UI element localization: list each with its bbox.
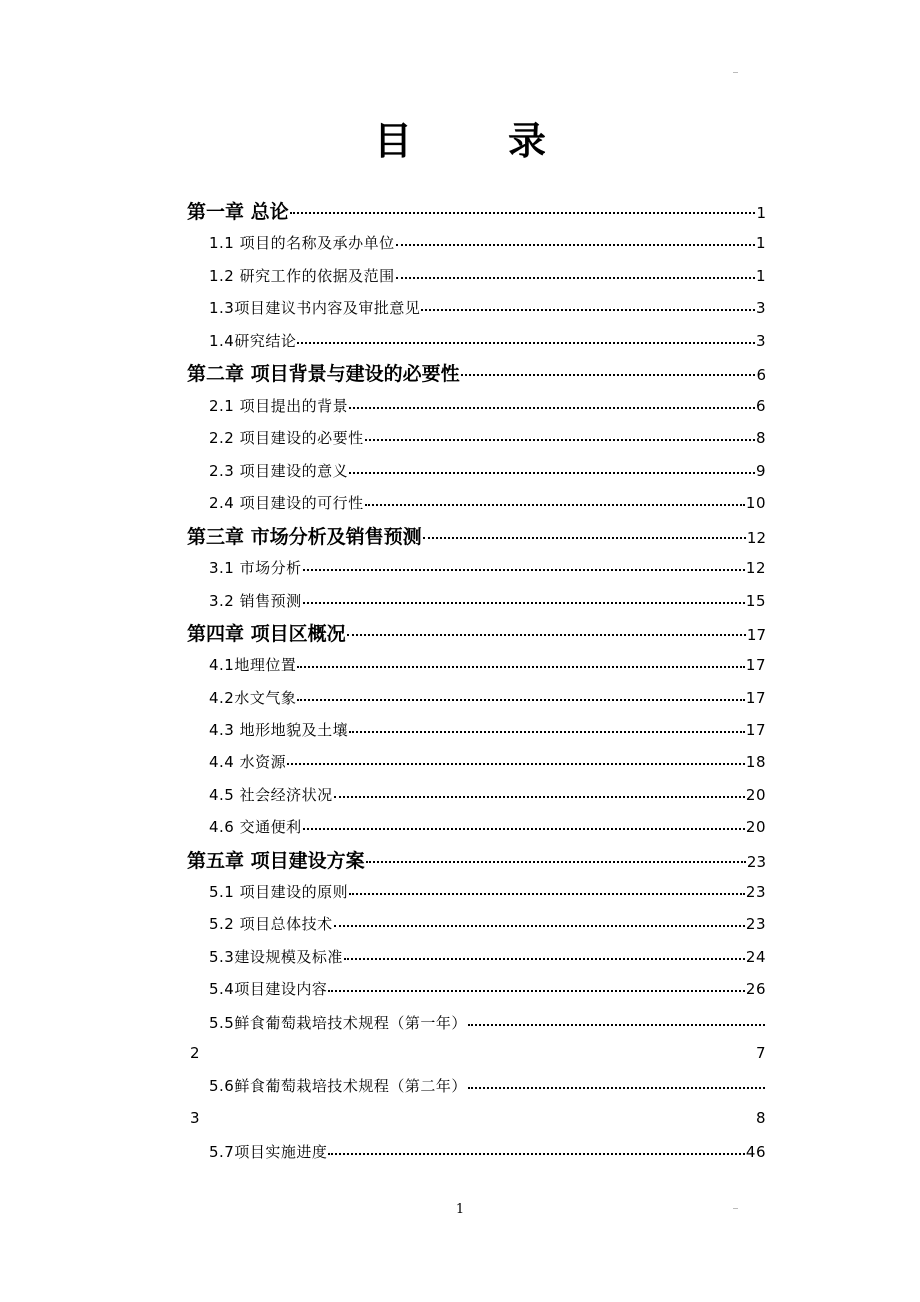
toc-section-5-7[interactable]: [209, 1141, 766, 1162]
toc-page-number: 20: [745, 818, 766, 836]
toc-section-1-2[interactable]: [209, 265, 766, 286]
toc-page-number: 12: [745, 559, 766, 577]
toc-label: 2.1 项目提出的背景: [209, 397, 349, 415]
dot-leader: [349, 893, 745, 895]
toc-label: 2.4 项目建设的可行性: [209, 494, 364, 512]
dot-leader: [468, 1087, 765, 1089]
toc-page-number: 23: [746, 853, 766, 871]
toc-page-number: 12: [746, 529, 766, 547]
toc-section-2-3[interactable]: [209, 460, 766, 481]
dot-leader: [297, 666, 745, 668]
dot-leader: [303, 828, 745, 830]
toc-label: 4.4 水资源: [209, 753, 287, 771]
toc-page-number: 17: [745, 721, 766, 739]
toc-label: 第三章 市场分析及销售预测: [187, 526, 422, 548]
toc-page-number: 6: [756, 366, 766, 384]
toc-section-3-1[interactable]: [209, 557, 766, 578]
dot-leader: [365, 439, 755, 441]
toc-label: 5.5鲜食葡萄栽培技术规程（第一年）: [209, 1014, 467, 1032]
toc-section-5-2[interactable]: [209, 913, 766, 934]
toc-page-number: 1: [755, 267, 766, 285]
toc-label: 5.6鲜食葡萄栽培技术规程（第二年）: [209, 1077, 467, 1095]
dot-leader: [396, 277, 755, 279]
toc-page-number: 9: [755, 462, 766, 480]
toc-page-number: 8: [755, 429, 766, 447]
toc-section-5-1[interactable]: [209, 881, 766, 902]
toc-page-number: 23: [745, 915, 766, 933]
toc-label: 2.3 项目建设的意义: [209, 462, 349, 480]
toc-label: 4.3 地形地貌及土壤: [209, 721, 349, 739]
toc-label: 5.7项目实施进度: [209, 1143, 328, 1161]
toc-label: 4.2水文气象: [209, 689, 297, 707]
corner-mark-bottom: [733, 1208, 738, 1209]
toc-page-number: 1: [756, 204, 766, 222]
toc-label: 3.2 销售预测: [209, 592, 302, 610]
toc-label: 5.4项目建设内容: [209, 980, 328, 998]
dot-leader: [349, 407, 755, 409]
toc-page-number: 10: [745, 494, 766, 512]
toc-page-number: 6: [755, 397, 766, 415]
dot-leader: [303, 602, 745, 604]
toc-page-number: 3: [755, 332, 766, 350]
toc-label: 第四章 项目区概况: [187, 623, 346, 645]
toc-section-1-3[interactable]: [209, 297, 766, 318]
dot-leader: [303, 569, 745, 571]
dot-leader: [468, 1024, 765, 1026]
toc-page-number: 17: [745, 656, 766, 674]
toc-label: 3.1 市场分析: [209, 559, 302, 577]
toc-section-1-4[interactable]: [209, 330, 766, 351]
dot-leader: [290, 212, 756, 214]
toc-label: 第一章 总论: [187, 201, 289, 223]
toc-chapter-2[interactable]: [187, 359, 766, 386]
toc-page-number: 20: [745, 786, 766, 804]
toc-section-5-6[interactable]: [209, 1075, 766, 1096]
corner-mark-top: [733, 72, 738, 73]
toc-section-2-2[interactable]: [209, 427, 766, 448]
dot-leader: [423, 537, 746, 539]
toc-chapter-4[interactable]: [187, 619, 766, 646]
footer-page-number: 1: [455, 1202, 465, 1217]
title-char-2: 录: [508, 118, 547, 163]
dot-leader: [344, 958, 745, 960]
dot-leader: [297, 342, 755, 344]
toc-chapter-3[interactable]: [187, 522, 766, 549]
dot-leader: [461, 374, 756, 376]
toc-section-4-4[interactable]: [209, 751, 766, 772]
dot-leader: [328, 1153, 745, 1155]
toc-section-4-3[interactable]: [209, 719, 766, 740]
toc-label: 5.1 项目建设的原则: [209, 883, 349, 901]
toc-label: 1.4研究结论: [209, 332, 297, 350]
toc-label: 5.2 项目总体技术: [209, 915, 333, 933]
toc-label: 第五章 项目建设方案: [187, 850, 365, 872]
dot-leader: [334, 796, 745, 798]
toc-chapter-1[interactable]: [187, 197, 766, 224]
toc-section-4-1[interactable]: [209, 654, 766, 675]
dot-leader: [396, 244, 755, 246]
toc-label: 5.3建设规模及标准: [209, 948, 343, 966]
toc-section-5-4[interactable]: [209, 978, 766, 999]
toc-label: 4.6 交通便利: [209, 818, 302, 836]
dot-leader: [349, 472, 755, 474]
toc-page-number: 17: [746, 626, 766, 644]
toc-page-number-wrapped-right: 8: [756, 1109, 766, 1127]
toc-section-4-2[interactable]: [209, 687, 766, 708]
toc-section-2-1[interactable]: [209, 395, 766, 416]
toc-section-4-5[interactable]: [209, 784, 766, 805]
toc-section-5-5[interactable]: [209, 1012, 766, 1033]
toc-section-4-6[interactable]: [209, 816, 766, 837]
toc-label: 4.5 社会经济状况: [209, 786, 333, 804]
dot-leader: [349, 731, 745, 733]
dot-leader: [365, 504, 745, 506]
toc-page-number: 1: [755, 234, 766, 252]
toc-section-1-1[interactable]: [209, 232, 766, 253]
dot-leader: [347, 634, 746, 636]
toc-page-number: 18: [745, 753, 766, 771]
toc-page-number-wrapped-left: 2: [190, 1044, 200, 1062]
toc-label: 第二章 项目背景与建设的必要性: [187, 363, 460, 385]
toc-label: 2.2 项目建设的必要性: [209, 429, 364, 447]
dot-leader: [287, 763, 745, 765]
toc-page-number-wrapped-left: 3: [190, 1109, 200, 1127]
toc-section-5-3[interactable]: [209, 946, 766, 967]
toc-label: 4.1地理位置: [209, 656, 297, 674]
toc-label: 1.1 项目的名称及承办单位: [209, 234, 395, 252]
title-char-1: 目: [373, 118, 412, 163]
dot-leader: [328, 990, 745, 992]
toc-page-number: 15: [745, 592, 766, 610]
toc-page-number: 26: [745, 980, 766, 998]
toc-section-3-2[interactable]: [209, 590, 766, 611]
dot-leader: [334, 925, 745, 927]
toc-section-2-4[interactable]: [209, 492, 766, 513]
toc-label: 1.2 研究工作的依据及范围: [209, 267, 395, 285]
toc-page-number-wrapped-right: 7: [756, 1044, 766, 1062]
toc-page-number: 23: [745, 883, 766, 901]
toc-chapter-5[interactable]: [187, 846, 766, 873]
toc-page-number: 17: [745, 689, 766, 707]
dot-leader: [297, 699, 745, 701]
toc-label: 1.3项目建议书内容及审批意见: [209, 299, 421, 317]
toc-page-number: 46: [745, 1143, 766, 1161]
toc-page-number: 24: [745, 948, 766, 966]
dot-leader: [366, 861, 746, 863]
toc-page-number: 3: [755, 299, 766, 317]
dot-leader: [421, 309, 755, 311]
